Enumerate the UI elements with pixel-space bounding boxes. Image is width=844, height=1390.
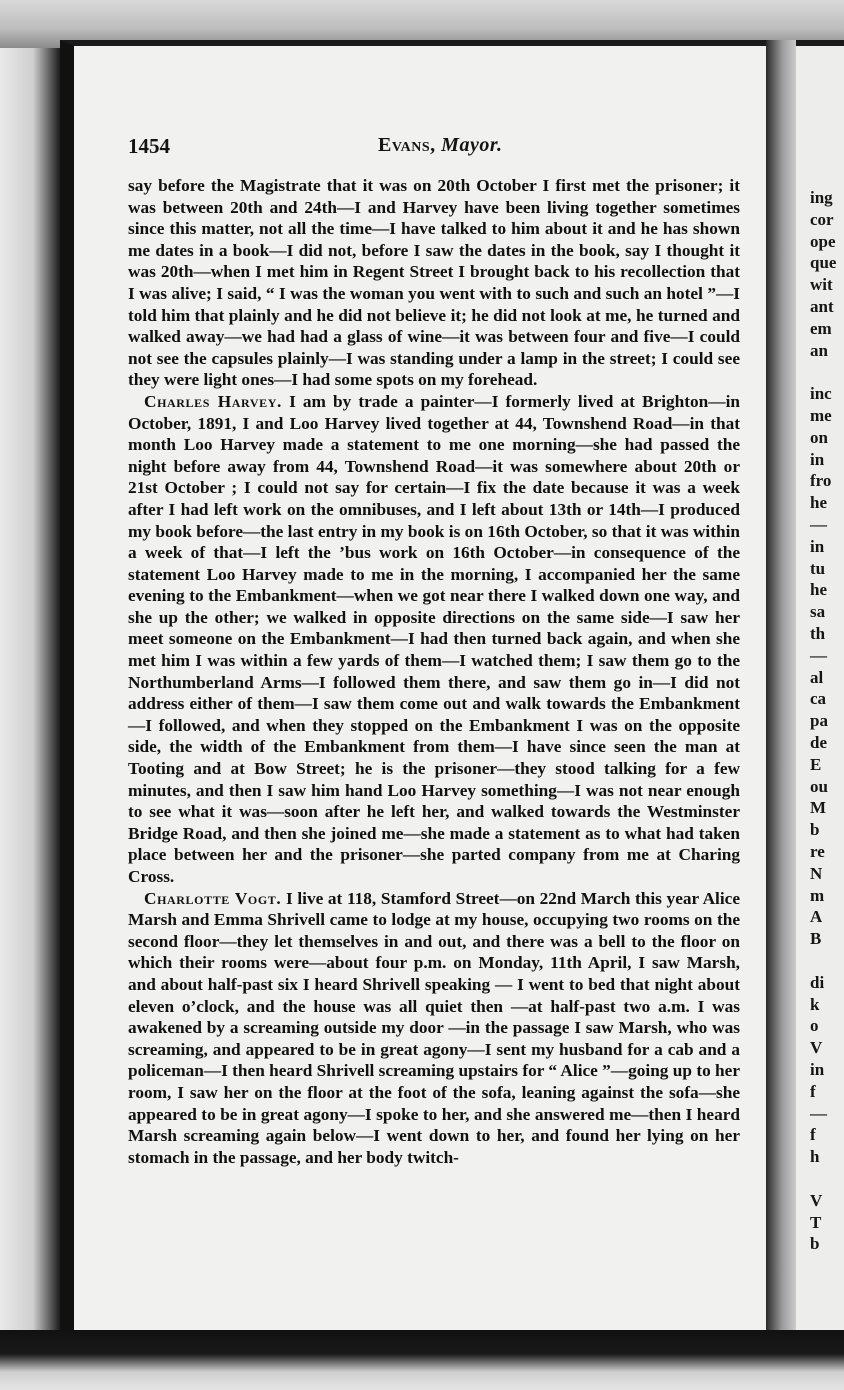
facing-page-line: in bbox=[810, 449, 825, 469]
facing-page-line: he bbox=[810, 493, 827, 513]
facing-page-line: an bbox=[810, 340, 828, 360]
facing-page-line: em bbox=[810, 318, 832, 338]
facing-page-line: E bbox=[810, 754, 822, 774]
facing-page-line: ca bbox=[810, 689, 827, 709]
speaker-name: Charlotte Vogt. bbox=[144, 888, 282, 908]
facing-page-line: b bbox=[810, 820, 820, 840]
facing-page-line: he bbox=[810, 580, 827, 600]
facing-page-line: B bbox=[810, 929, 822, 949]
facing-page-line: in bbox=[810, 1060, 825, 1079]
facing-page-line: al bbox=[810, 667, 824, 687]
page-body bbox=[128, 175, 740, 1168]
facing-page-line: ant bbox=[810, 297, 834, 316]
facing-page-line: on bbox=[810, 427, 828, 447]
facing-page-line: th bbox=[810, 624, 826, 643]
facing-page-line: N bbox=[810, 863, 823, 883]
facing-page-line: inc bbox=[810, 384, 832, 404]
running-head bbox=[378, 134, 503, 157]
facing-page-line: — bbox=[810, 1103, 827, 1123]
facing-page-line: de bbox=[810, 733, 827, 752]
facing-page-line: V bbox=[810, 1190, 823, 1210]
facing-page-line: T bbox=[810, 1212, 822, 1232]
running-head-name: Evans, bbox=[378, 134, 436, 156]
facing-page-line: M bbox=[810, 798, 827, 818]
facing-page-line: V bbox=[810, 1038, 823, 1058]
facing-page-line: f bbox=[810, 1081, 816, 1101]
facing-page-line: ou bbox=[810, 776, 828, 796]
facing-page-line: que bbox=[810, 253, 837, 273]
facing-page-line: A bbox=[810, 907, 823, 927]
paragraph-text: say before the Magistrate that it was on 20th October I first met the prisoner; it was between 20th and 24th—I and Harvey have been living together sometimes since this matter, not all the time—I have talked to him about it and he has shown me dates in a book—I did not, before I saw the dates in the book, say I thought it was 20th—when I met him in Regent Street I brought back to his recollection that I was alive; I said, “ I was the woman you went with to such and such an hotel ”—I told him that plainly and he did not believe it; he did not look at me, he turned and walked away—we had had a glass of wine—it was between four and five—I could not see the capsules plainly—I was standing under a lamp in the street; I could see they were light ones—I had some spots on my forehead. bbox=[128, 176, 740, 390]
facing-page-line: — bbox=[810, 515, 827, 534]
scan-left-margin bbox=[0, 0, 60, 1390]
scan-bottom-edge bbox=[0, 1330, 844, 1390]
facing-page-line: wit bbox=[810, 275, 833, 295]
page-number: 1454 bbox=[128, 134, 170, 158]
facing-page-line: ope bbox=[810, 231, 836, 251]
facing-page-line: ing bbox=[810, 188, 833, 207]
facing-page-fragment bbox=[796, 40, 844, 1330]
facing-page-line: fro bbox=[810, 471, 832, 491]
facing-page-line: — bbox=[810, 645, 827, 665]
page-header bbox=[128, 134, 728, 164]
facing-page-line: in bbox=[810, 536, 825, 556]
facing-page-line: f bbox=[810, 1125, 816, 1145]
facing-page-line: tu bbox=[810, 558, 826, 578]
paragraph-text: I am by trade a painter—I formerly lived at Brighton—in October, 1891, I and Loo Harvey lived together at 44, Townshend Road—in that month Loo Harvey made a statement to me one morning—she had passed the night before away from 44, Townshend Road—it was somewhere about 20th or 21st October ; I could not say for certain—I fix the date because it was a week after I had left work on the omnibuses, and I left about 13th or 14th—I produced my book before—the last entry in my book is on 16th October, so that it was within a week of that—I left the ’bus work on 16th October—in consequence of the statement Loo Harvey made to me in the morning, I accompanied her the same evening to the Embankment—when we got near there I walked down one way, and she up the other; we walked in opposite directions on the same side—I saw her meet someone on the Embankment—I had then turned back again, and when she met him I was within a few yards of them—I watched them; I saw them go to the Northumberland Arms—I followed them there, and saw them go in—I did not address either of them—I saw them come out and walk towards the Embankment—I followed, and when they stopped on the Embankment I was on the opposite side, the width of the Embankment from them—I have since seen the man at Tooting and at Bow Street; he is the prisoner—they stood talking for a few minutes, and then I saw him hand Loo Harvey something—I was not near enough to see what it was—soon after he left her, and walked towards the Westminster Bridge Road, and then she joined me—she made a statement as to what had taken place between her and the prisoner—she parted company from me at Charing Cross. bbox=[128, 391, 740, 886]
facing-page-line: di bbox=[810, 972, 825, 992]
speaker-name: Charles Harvey. bbox=[144, 391, 282, 411]
facing-page-line: k bbox=[810, 994, 820, 1014]
paragraph-continuation bbox=[128, 175, 740, 391]
paragraph-text: I live at 118, Stamford Street—on 22nd March this year Alice Marsh and Emma Shrivell came to lodge at my house, occupying two rooms on the second floor—they let themselves in and out, and there was a bell to the floor on which their rooms were—about four p.m. on Monday, 11th April, I saw Marsh, and about half-past six I heard Shrivell speaking — I went to bed that night about eleven o’clock, and the house was all quiet then —at half-past two a.m. I was awakened by a screaming outside my door —in the passage I saw Marsh, who was screaming, and appeared to be in great agony—I sent my husband for a cab and a policeman—I then heard Shrivell screaming upstairs for “ Alice ”—going up to her room, I saw her on the floor at the foot of the sofa, leaning against the sofa—she appeared to be in great agony—I spoke to her, and she answered me—then I heard Marsh screaming again below—I went down to her, and found her lying on her stomach in the passage, and her body twitch- bbox=[128, 888, 740, 1167]
running-head-title: Mayor. bbox=[441, 134, 503, 156]
paragraph-testimony-harvey bbox=[128, 391, 740, 888]
facing-page-line: m bbox=[810, 885, 825, 905]
facing-page-line: sa bbox=[810, 602, 826, 622]
paragraph-testimony-vogt bbox=[128, 888, 740, 1169]
facing-page-line: re bbox=[810, 842, 825, 861]
facing-page-line: b bbox=[810, 1234, 820, 1254]
facing-page-line: cor bbox=[810, 209, 834, 229]
facing-page-line: me bbox=[810, 406, 832, 425]
facing-page-line: o bbox=[810, 1016, 819, 1036]
facing-page-line: h bbox=[810, 1147, 820, 1167]
facing-page-line: pa bbox=[810, 711, 828, 731]
